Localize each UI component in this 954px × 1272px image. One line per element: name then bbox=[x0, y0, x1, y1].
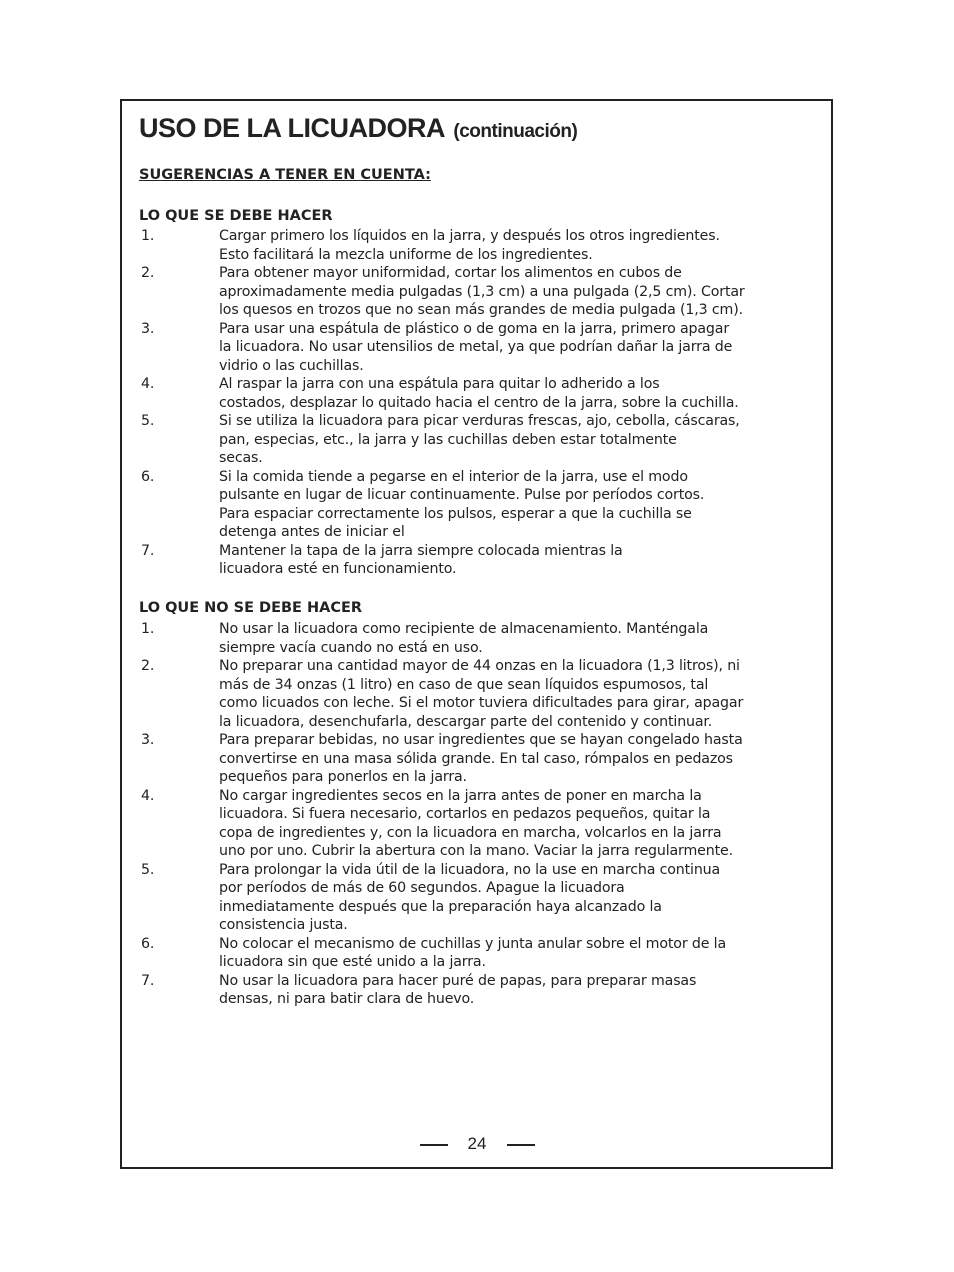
title-main: USO DE LA LICUADORA bbox=[139, 113, 445, 143]
list-item bbox=[139, 731, 809, 787]
item-text-line: uno por uno. Cubrir la abertura con la mano. Vaciar la jarra regularmente. bbox=[219, 843, 733, 859]
item-text-line: Si se utiliza la licuadora para picar verduras frescas, ajo, cebolla, cáscaras, bbox=[219, 413, 740, 429]
list-item bbox=[139, 620, 809, 657]
item-number: 6. bbox=[141, 468, 155, 485]
item-text-line: vidrio o las cuchillas. bbox=[219, 357, 364, 374]
list-item bbox=[139, 935, 809, 972]
item-text-line: pulsante en lugar de licuar continuamente. Pulse por períodos cortos. bbox=[219, 487, 705, 503]
list-item bbox=[139, 468, 809, 542]
item-text bbox=[219, 861, 809, 935]
item-number: 3. bbox=[141, 320, 155, 337]
list-item bbox=[139, 657, 809, 731]
item-text-line: licuadora esté en funcionamiento. bbox=[219, 561, 457, 577]
item-text bbox=[219, 787, 809, 861]
item-text-line: la licuadora. No usar utensilios de metal, ya que podrían dañar la jarra de bbox=[219, 339, 733, 355]
item-text-line: inmediatamente después que la preparación haya alcanzado la bbox=[219, 898, 662, 915]
item-number: 1. bbox=[141, 228, 155, 244]
item-text-line: secas. bbox=[219, 450, 263, 466]
item-text-line: Mantener la tapa de la jarra siempre colocada mientras la bbox=[219, 542, 623, 559]
item-number: 7. bbox=[141, 542, 155, 559]
item-text-line: No preparar una cantidad mayor de 44 onzas en la licuadora (1,3 litros), ni bbox=[219, 658, 740, 674]
item-text-line: detenga antes de iniciar el bbox=[219, 524, 405, 540]
list-item bbox=[139, 227, 809, 264]
page-number: 24 bbox=[467, 1134, 487, 1153]
item-text bbox=[219, 264, 809, 320]
item-text bbox=[219, 542, 809, 579]
item-text bbox=[219, 375, 809, 412]
item-text-line: No usar la licuadora como recipiente de almacenamiento. Manténgala bbox=[219, 621, 709, 637]
item-number: 7. bbox=[141, 972, 155, 989]
item-text-line: pan, especias, etc., la jarra y las cuchillas deben estar totalmente bbox=[219, 431, 677, 448]
list-item bbox=[139, 320, 809, 376]
item-text-line: consistencia justa. bbox=[219, 917, 348, 933]
item-text-line: convertirse en una masa sólida grande. En tal caso, rómpalos en pedazos bbox=[219, 750, 733, 767]
suggestions-heading: SUGERENCIAS A TENER EN CUENTA: bbox=[139, 167, 431, 183]
item-text-line: No cargar ingredientes secos en la jarra antes de poner en marcha la bbox=[219, 787, 702, 804]
item-number: 6. bbox=[141, 935, 155, 952]
list-item bbox=[139, 412, 809, 468]
item-text-line: pequeños para ponerlos en la jarra. bbox=[219, 769, 467, 785]
item-text bbox=[219, 412, 809, 468]
title-subtitle: (continuación) bbox=[453, 121, 578, 142]
item-text-line: Cargar primero los líquidos en la jarra, y después los otros ingredientes. bbox=[219, 228, 720, 244]
donts-list bbox=[139, 620, 809, 1009]
item-text-line: licuadora sin que esté unido a la jarra. bbox=[219, 954, 486, 970]
item-text bbox=[219, 972, 809, 1009]
item-text-line: la licuadora, desenchufarla, descargar parte del contenido y continuar. bbox=[219, 713, 713, 730]
item-number: 5. bbox=[141, 861, 155, 878]
item-text-line: Para usar una espátula de plástico o de goma en la jarra, primero apagar bbox=[219, 320, 730, 337]
item-number: 3. bbox=[141, 732, 155, 748]
item-text bbox=[219, 731, 809, 787]
item-text bbox=[219, 935, 809, 972]
item-text-line: No usar la licuadora para hacer puré de papas, para preparar masas bbox=[219, 972, 697, 989]
page-number-left-rule bbox=[420, 1144, 448, 1146]
item-number: 4. bbox=[141, 376, 155, 392]
item-text bbox=[219, 657, 809, 731]
item-text-line: aproximadamente media pulgadas (1,3 cm) a una pulgada (2,5 cm). Cortar bbox=[219, 283, 745, 300]
item-text bbox=[219, 320, 809, 376]
list-item bbox=[139, 375, 809, 412]
item-text-line: Si la comida tiende a pegarse en el interior de la jarra, use el modo bbox=[219, 468, 688, 485]
dos-heading: LO QUE SE DEBE HACER bbox=[139, 208, 333, 224]
item-text-line: por períodos de más de 60 segundos. Apague la licuadora bbox=[219, 880, 625, 896]
item-text-line: Para espaciar correctamente los pulsos, esperar a que la cuchilla se bbox=[219, 505, 692, 522]
item-number: 2. bbox=[141, 658, 155, 674]
item-text-line: Al raspar la jarra con una espátula para quitar lo adherido a los bbox=[219, 376, 660, 392]
item-text-line: licuadora. Si fuera necesario, cortarlos en pedazos pequeños, quitar la bbox=[219, 806, 711, 822]
list-item bbox=[139, 861, 809, 935]
donts-heading: LO QUE NO SE DEBE HACER bbox=[139, 600, 363, 616]
dos-list bbox=[139, 227, 809, 579]
list-item bbox=[139, 264, 809, 320]
item-number: 1. bbox=[141, 621, 155, 637]
item-number: 2. bbox=[141, 265, 155, 281]
list-item bbox=[139, 972, 809, 1009]
item-text-line: Esto facilitará la mezcla uniforme de los ingredientes. bbox=[219, 246, 593, 263]
item-text bbox=[219, 620, 809, 657]
item-text-line: No colocar el mecanismo de cuchillas y junta anular sobre el motor de la bbox=[219, 935, 726, 952]
page-title bbox=[139, 108, 577, 150]
item-text-line: Para preparar bebidas, no usar ingredientes que se hayan congelado hasta bbox=[219, 732, 743, 748]
item-text bbox=[219, 227, 809, 264]
item-text-line: densas, ni para batir clara de huevo. bbox=[219, 991, 475, 1007]
item-text-line: costados, desplazar lo quitado hacia el centro de la jarra, sobre la cuchilla. bbox=[219, 394, 739, 411]
item-text-line: los quesos en trozos que no sean más grandes de media pulgada (1,3 cm). bbox=[219, 302, 743, 318]
list-item bbox=[139, 542, 809, 579]
item-text-line: Para obtener mayor uniformidad, cortar los alimentos en cubos de bbox=[219, 265, 682, 281]
item-number: 5. bbox=[141, 413, 155, 429]
item-text-line: Para prolongar la vida útil de la licuadora, no la use en marcha continua bbox=[219, 861, 721, 878]
page-number-right-rule bbox=[507, 1144, 535, 1146]
item-text-line: siempre vacía cuando no está en uso. bbox=[219, 639, 483, 656]
list-item bbox=[139, 787, 809, 861]
item-text-line: más de 34 onzas (1 litro) en caso de que sean líquidos espumosos, tal bbox=[219, 676, 709, 693]
item-number: 4. bbox=[141, 787, 155, 804]
item-text-line: copa de ingredientes y, con la licuadora en marcha, volcarlos en la jarra bbox=[219, 824, 722, 841]
item-text bbox=[219, 468, 809, 542]
item-text-line: como licuados con leche. Si el motor tuviera dificultades para girar, apagar bbox=[219, 695, 744, 711]
